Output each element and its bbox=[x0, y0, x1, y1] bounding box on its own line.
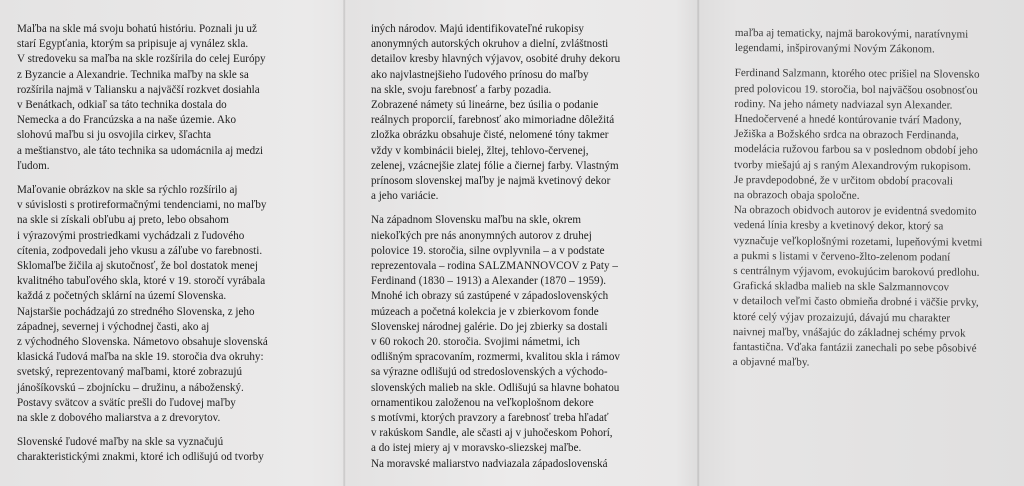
text-column-middle bbox=[371, 22, 653, 481]
paragraph-national-traits: iných národov. Majú identifikovateľné rukopisy anonymných autorských okruhov a dielní, zvláštnosti detailov kresby hlavných výjavov, osobité druhy dekoru ako najvlastnejšieho ľudového prínosu do maľby na skle, svoju farebnosť a farby pozadia. Zobrazené námety sú lineárne, bez úsilia o podanie reálnych proporcií, farebnosť ako mimoriadne dôležitá zložka obrázku obsahuje čisté, nelomené tóny takmer vždy v kombinácii bielej, žltej, tehlovo-červenej, zelenej, vzácnejšie zlatej fólie a čiernej farby. Vlastným prínosom slovenskej maľby je najmä kvetinový dekor a jeho variácie. bbox=[371, 23, 621, 203]
text-column-left bbox=[17, 22, 299, 475]
panel-fold-right bbox=[697, 0, 700, 486]
panel-fold-left bbox=[343, 0, 346, 486]
paragraph-salzmann: Ferdinand Salzmann, ktorého otec prišiel na Slovensko pred polovicou 19. storočia, bol najväčšou osobnosťou rodiny. Na jeho námety nadviazal syn Alexander. Hnedočervené a hnedé kontúrovanie tvárí Madony, Ježiška a Božského srdca na obrazoch Ferdinanda, modelácia ružovou farbou sa v poslednom období jeho tvorby miešajú aj s raným Alexandrovým rukopisom. Je pravdepodobné, že v určitom období pracovali na obrazoch obaja spoločne. Na obrazoch obidvoch autorov je evidentná svedomito vedená línia kresby a kvetinový dekor, ktorý sa vyznačuje veľkoplošnými rozetami, lupeňovými kvetmi a pukmi s listami v červeno-žlto-zelenom podaní s centrálnym výjavom, evokujúcim barokovú predlohu. Grafická skladba malieb na skle Salzmannovcov v detailoch veľmi často obmieňa drobné i väčšie prvky, ktoré celý výjav prozaizujú, dávajú mu charakter naivnej maľby, vnášajúc do základnej schémy prvok fantastična. Vďaka fantázii zanechali po sebe pôsobivé a objavné maľby. bbox=[732, 67, 983, 369]
paragraph-history: Maľba na skle má svoju bohatú históriu. Poznali ju už starí Egypťania, ktorým sa pripisuje aj vynález skla. V stredoveku sa maľba na skle rozšírila do celej Európy z Byzancie a Alexandrie. Technika maľby na skle sa rozšírila najmä v Taliansku a najväčší rozkvet dosiahla v Benátkach, odkiaľ sa táto technika dostala do Nemecka a do Francúzska a na naše územie. Ako slohovú maľbu si ju osvojila cirkev, šľachta a meštianstvo, ale táto technika sa udomácnila aj medzi ľudom. bbox=[17, 23, 266, 172]
paragraph-characteristics: Slovenské ľudové maľby na skle sa vyznačujú charakteristickými znakmi, ktoré ich odlišujú od tvorby bbox=[17, 436, 264, 464]
paragraph-western-slovakia: Na západnom Slovensku maľbu na skle, okrem niekoľkých pre nás anonymných autorov z druhej polovice 19. storočia, silne ovplyvnila – a v podstate reprezentovala – rodina SALZMANNOVCOV z Paty – Ferdinand (1830 – 1913) a Alexander (1870 – 1959). Mnohé ich obrazy sú zastúpené v západoslovenských múzeach a početná kolekcia je v zbierkovom fonde Slovenskej národnej galérie. Do jej zbierky sa dostali v 60 rokoch 20. storočia. Svojimi námetmi, ich odlišným spracovaním, rozmermi, kvalitou skla i rámov sa výrazne odlišujú od stredoslovenských a východo- slovenských malieb na skle. Odlišujú sa hlavne bohatou ornamentikou založenou na veľkoplošnom dekore s motívmi, ktorých pravzory a farebnosť treba hľadať v rakúskom Sandle, ale sčasti aj v juhočeskom Pohorí, a do istej miery aj v moravsko-sliezskej maľbe. Na moravské maliarstvo nadviazala západoslovenská bbox=[371, 214, 620, 470]
paragraph-themes: maľba aj tematicky, najmä barokovými, naratívnymi legendami, inšpirovanými Novým Zákonom. bbox=[734, 26, 969, 56]
text-column-right bbox=[733, 26, 1003, 382]
paragraph-spread: Maľovanie obrázkov na skle sa rýchlo rozšírilo aj v súvislosti s protireformačnými tendenciami, no maľby na skle si získali obľubu aj preto, lebo obsahom i výrazovými prostriedkami vychádzali z ľudového cítenia, zodpovedali jeho vkusu a záľube vo farebnosti. Sklomaľbe žičila aj skutočnosť, že bol dostatok menej kvalitného tabuľového skla, ktoré v 19. storočí vyrábala každá z početných sklární na území Slovenska. Najstaršie pochádzajú zo stredného Slovenska, z jeho západnej, severnej i východnej časti, ako aj z východného Slovenska. Námetovo obsahuje slovenská klasická ľudová maľba na skle 19. storočia dva okruhy: svetský, reprezentovaný maľbami, ktoré zobrazujú jánošíkovskú – zbojnícku – družinu, a náboženský. Postavy svätcov a svätíc prešli do ľudovej maľby na skle z dobového maliarstva a z drevorytov. bbox=[17, 184, 268, 425]
